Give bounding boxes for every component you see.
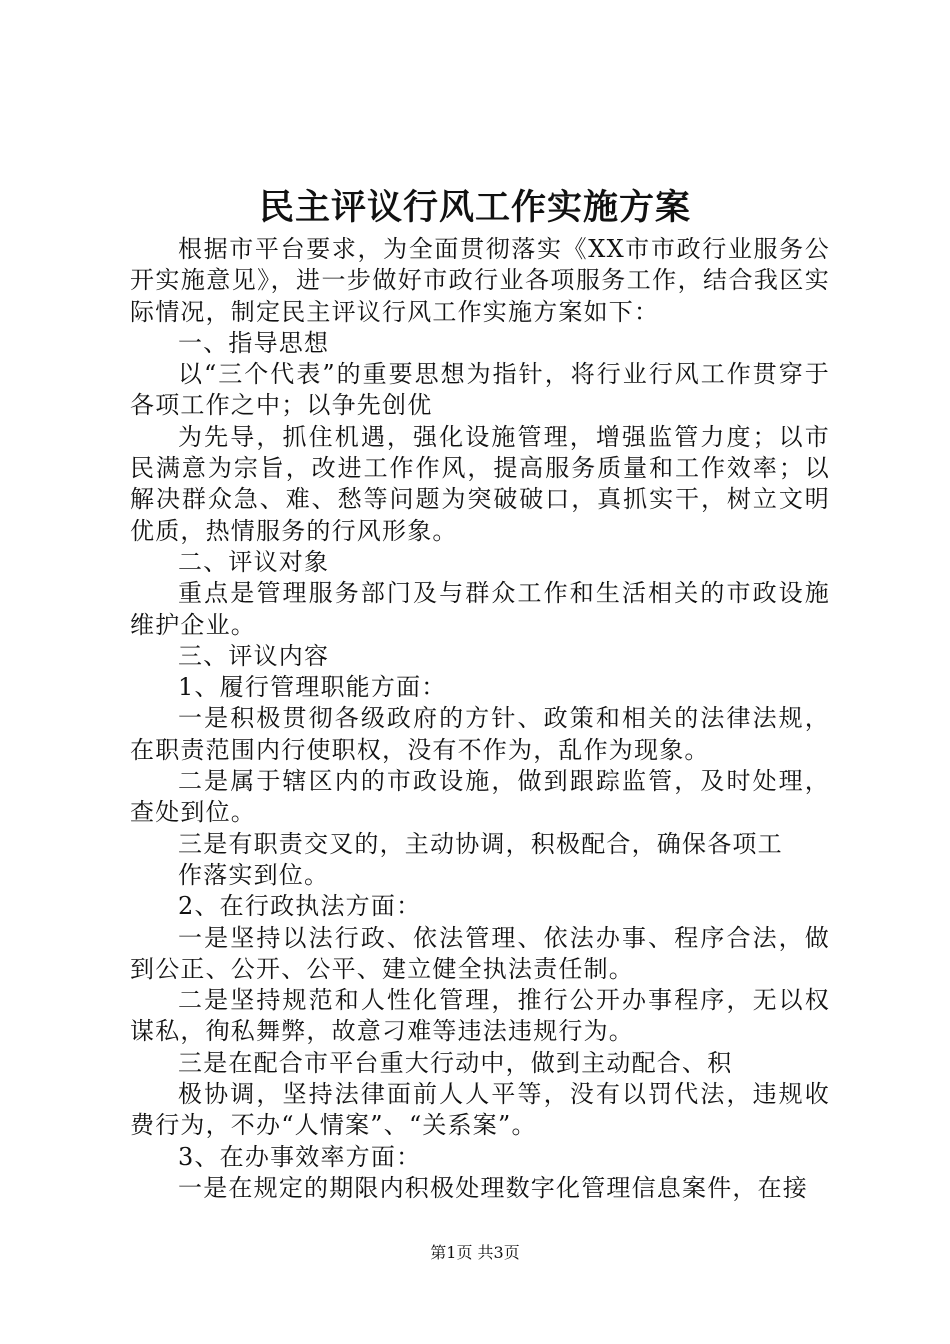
paragraph: 一是坚持以法行政、依法管理、依法办事、程序合法，做到公正、公开、公平、建立健全执法责任制。 — [130, 923, 830, 983]
subsection-heading: 2、在行政执法方面： — [178, 892, 422, 921]
subsection-heading: 1、履行管理职能方面： — [178, 673, 447, 702]
subsection-heading: 3、在办事效率方面： — [178, 1142, 422, 1171]
section-heading: 三、评议内容 — [178, 641, 330, 670]
paragraph: 二是坚持规范和人性化管理，推行公开办事程序，无以权谋私，徇私舞弊，故意刁难等违法违规行为。 — [130, 986, 830, 1046]
paragraph: 三是有职责交叉的，主动协调，积极配合，确保各项工 — [178, 829, 783, 858]
document-body — [130, 234, 830, 1204]
section-heading: 一、指导思想 — [178, 328, 330, 357]
paragraph: 以“三个代表”的重要思想为指针，将行业行风工作贯穿于各项工作之中；以争先创优 — [130, 360, 830, 420]
paragraph: 根据市平台要求，为全面贯彻落实《XX市市政行业服务公开实施意见》，进一步做好市政行业各项服务工作，结合我区实际情况，制定民主评议行风工作实施方案如下： — [130, 235, 830, 326]
paragraph: 三是在配合市平台重大行动中，做到主动配合、积 — [178, 1048, 733, 1077]
paragraph: 极协调，坚持法律面前人人平等，没有以罚代法，违规收费行为，不办“人情案”、“关系案”。 — [130, 1080, 830, 1140]
paragraph: 一是在规定的期限内积极处理数字化管理信息案件，在接 — [178, 1173, 808, 1202]
page-footer: 第1页 共3页 — [430, 1243, 520, 1262]
paragraph: 重点是管理服务部门及与群众工作和生活相关的市政设施维护企业。 — [130, 579, 830, 639]
paragraph: 二是属于辖区内的市政设施，做到跟踪监管，及时处理，查处到位。 — [130, 767, 830, 827]
document-title: 民主评议行风工作实施方案 — [258, 187, 691, 228]
section-heading: 二、评议对象 — [178, 547, 330, 576]
paragraph: 为先导，抓住机遇，强化设施管理，增强监管力度；以市民满意为宗旨，改进工作作风，提高服务质量和工作效率；以解决群众急、难、愁等问题为突破破口，真抓实干，树立文明优质，热情服务的行风形象。 — [130, 422, 830, 545]
paragraph: 一是积极贯彻各级政府的方针、政策和相关的法律法规，在职责范围内行使职权，没有不作为，乱作为现象。 — [130, 704, 830, 764]
paragraph: 作落实到位。 — [178, 860, 330, 889]
